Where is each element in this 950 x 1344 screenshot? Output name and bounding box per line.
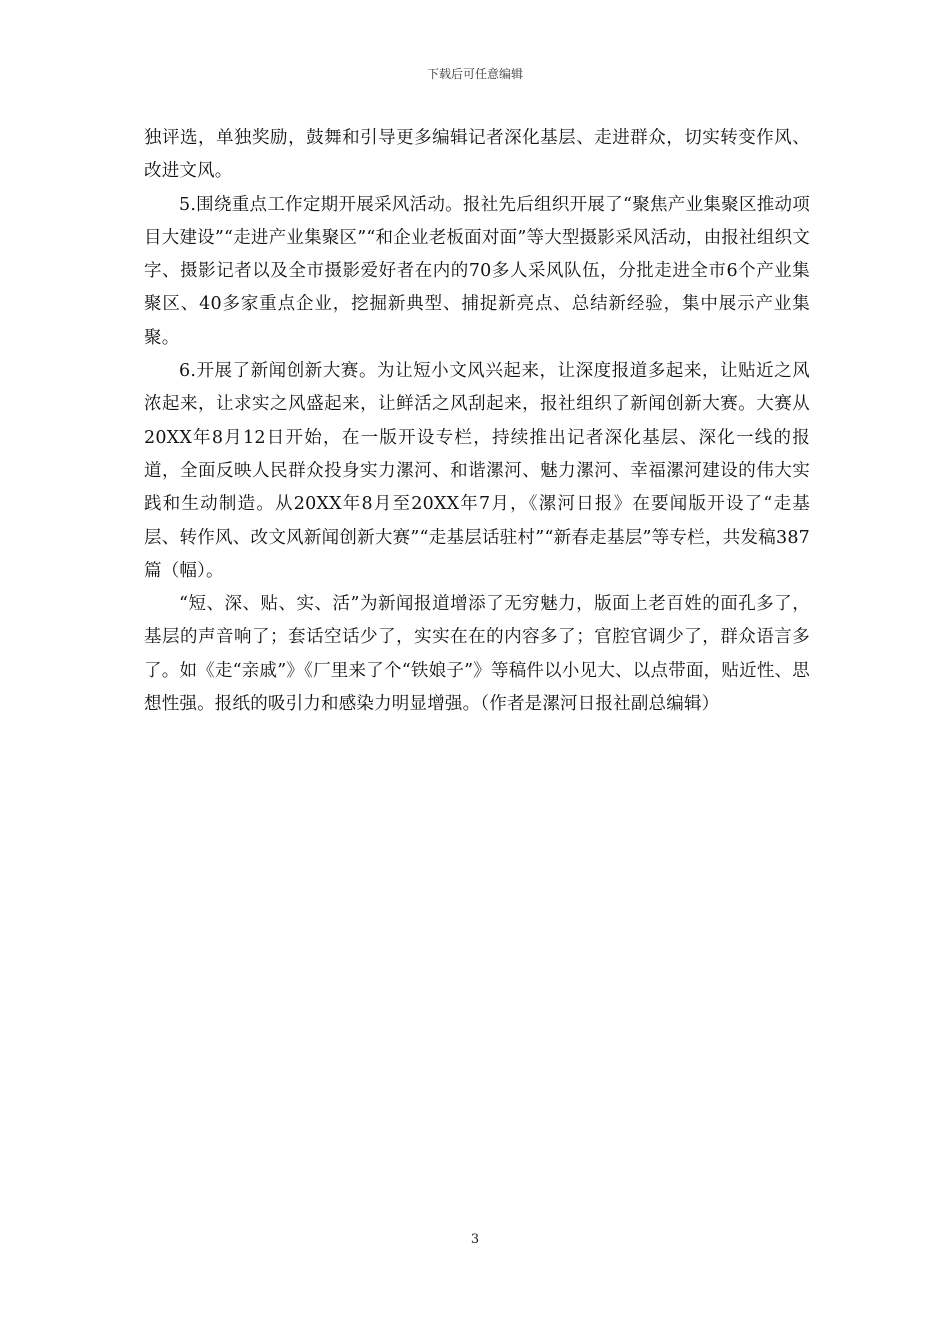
paragraph-item-5: 5.围绕重点工作定期开展采风活动。报社先后组织开展了“聚焦产业集聚区推动项目大建设”“走进产业集聚区”“和企业老板面对面”等大型摄影采风活动，由报社组织文字、摄影记者以及全市摄影爱好者在内的70多人采风队伍，分批走进全市6个产业集聚区、40多家重点企业，挖掘新典型、捕捉新亮点、总结新经验，集中展示产业集聚。 <box>144 194 810 348</box>
paragraph-continuation: 独评选，单独奖励，鼓舞和引导更多编辑记者深化基层、走进群众，切实转变作风、改进文风。 <box>144 128 810 182</box>
paragraph-conclusion: “短、深、贴、实、活”为新闻报道增添了无穷魅力，版面上老百姓的面孔多了，基层的声音响了；套话空话少了，实实在在的内容多了；官腔官调少了，群众语言多了。如《走“亲戚”》《厂里来了个“铁娘子”》等稿件以小见大、以点带面，贴近性、思想性强。报纸的吸引力和感染力明显增强。（作者是漯河日报社副总编辑） <box>144 594 810 715</box>
document-body <box>144 122 810 721</box>
page-header: 下载后可任意编辑 <box>426 67 523 81</box>
page-number: 3 <box>470 1232 480 1247</box>
paragraph-item-6: 6.开展了新闻创新大赛。为让短小文风兴起来，让深度报道多起来，让贴近之风浓起来，让求实之风盛起来，让鲜活之风刮起来，报社组织了新闻创新大赛。大赛从20XX年8月12日开始，在一版开设专栏，持续推出记者深化基层、深化一线的报道，全面反映人民群众投身实力漯河、和谐漯河、魅力漯河、幸福漯河建设的伟大实践和生动制造。从20XX年8月至20XX年7月，《漯河日报》在要闻版开设了“走基层、转作风、改文风新闻创新大赛”“走基层话驻村”“新春走基层”等专栏，共发稿387篇（幅）。 <box>144 361 810 581</box>
